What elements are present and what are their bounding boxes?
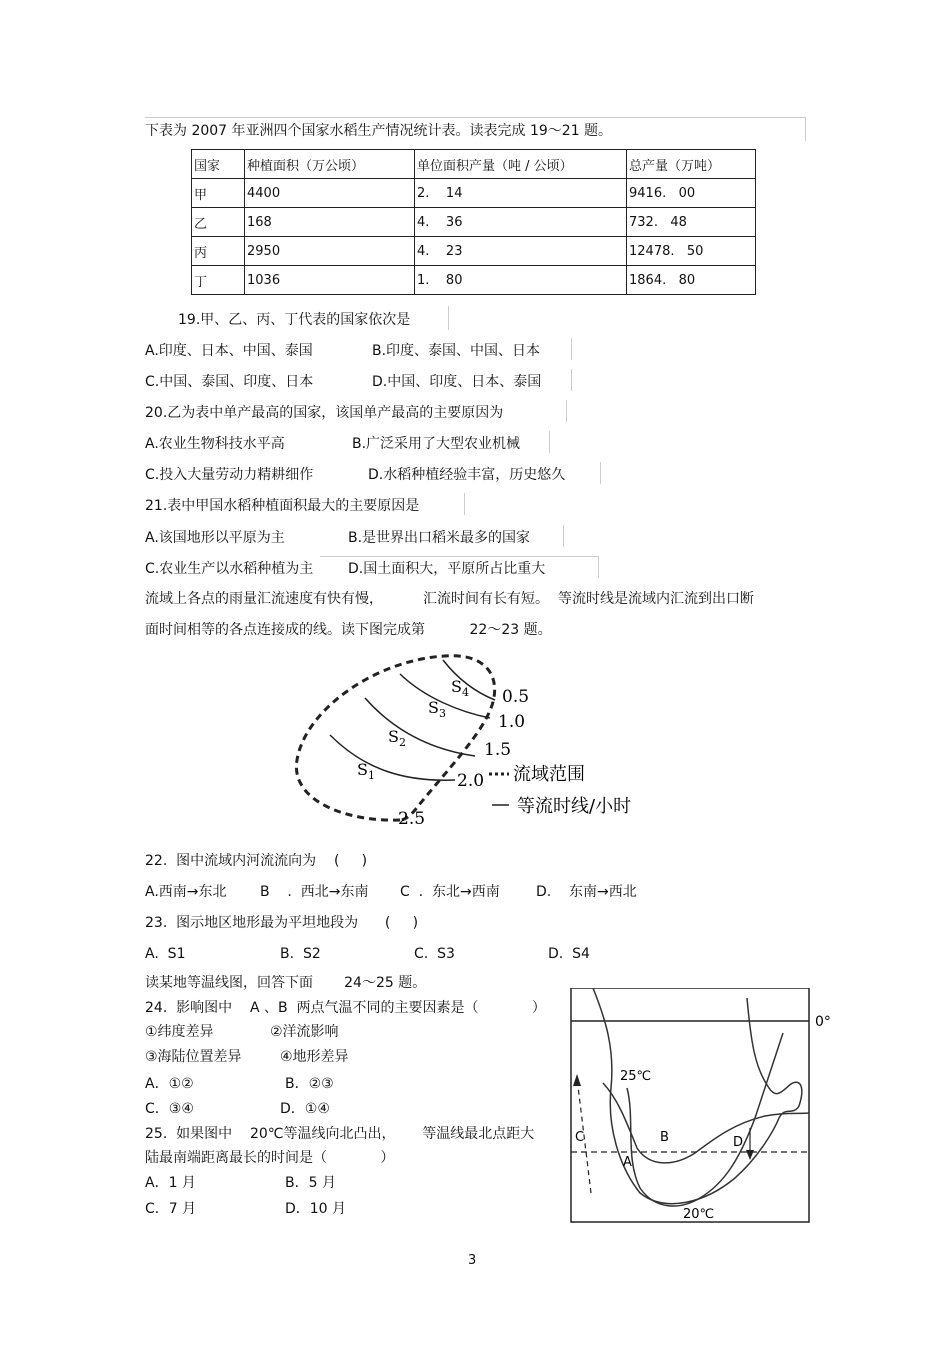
point-label-a: A bbox=[623, 1155, 632, 1170]
zone-label-s1: $S_1$ bbox=[357, 760, 375, 782]
q20-option-d: D.水稻种植经验丰富，历史悠久 bbox=[368, 467, 566, 483]
table-cell: 12478. 50 bbox=[627, 237, 756, 266]
table-cell: 4400 bbox=[245, 179, 415, 208]
table-header-cell: 种植面积（万公顷） bbox=[245, 150, 415, 179]
table-cell: 168 bbox=[245, 208, 415, 237]
divider bbox=[320, 556, 598, 557]
q24-factor-3: ③海陆位置差异 bbox=[145, 1049, 242, 1065]
q24-stem: 24. 影响图中 A 、B 两点气温不同的主要因素是（ ） bbox=[145, 1000, 546, 1016]
table-cell: 4. 23 bbox=[415, 237, 627, 266]
table-cell: 1864. 80 bbox=[627, 266, 756, 295]
q20-option-b: B.广泛采用了大型农业机械 bbox=[352, 436, 521, 452]
isochrone-line bbox=[365, 698, 475, 756]
q24-factor-1: ①纬度差异 bbox=[145, 1024, 214, 1040]
q24-option-a: A．①② bbox=[145, 1076, 194, 1092]
table-cell: 乙 bbox=[192, 208, 245, 237]
arrow-head-icon bbox=[573, 1074, 581, 1086]
divider bbox=[571, 369, 572, 391]
q22-option-b: B . 西北→东南 bbox=[260, 884, 369, 900]
q23-option-b: B. S2 bbox=[280, 946, 321, 962]
divider bbox=[566, 400, 567, 422]
latitude-label: 0° bbox=[815, 1014, 831, 1030]
q25-option-b: B．5 月 bbox=[285, 1175, 336, 1191]
q25-stem-line1: 25. 如果图中 20℃等温线向北凸出， 等温线最北点距大 bbox=[145, 1126, 535, 1142]
table-cell: 丁 bbox=[192, 266, 245, 295]
q20-option-c: C.投入大量劳动力精耕细作 bbox=[145, 467, 314, 483]
table-cell: 1. 80 bbox=[415, 266, 627, 295]
table-row bbox=[192, 237, 756, 266]
table-cell: 1036 bbox=[245, 266, 415, 295]
divider bbox=[549, 431, 550, 453]
page-number: 3 bbox=[468, 1253, 477, 1268]
q19-option-c: C.中国、泰国、印度、日本 bbox=[145, 374, 314, 390]
q21-option-a: A.该国地形以平原为主 bbox=[145, 530, 285, 546]
isochrone-value: 2.0 bbox=[457, 771, 485, 791]
q22-option-a: A.西南→东北 bbox=[145, 884, 227, 900]
q19-option-a: A.印度、日本、中国、泰国 bbox=[145, 343, 313, 359]
q24-option-c: C．③④ bbox=[145, 1101, 194, 1117]
table-cell: 2950 bbox=[245, 237, 415, 266]
rice-production-table bbox=[191, 149, 756, 295]
q25-option-a: A．1 月 bbox=[145, 1175, 196, 1191]
q22-option-c: C . 东北→西南 bbox=[400, 884, 500, 900]
intro-24-25: 读某地等温线图，回答下面 24～25 题。 bbox=[145, 975, 427, 991]
q20-stem: 20.乙为表中单产最高的国家，该国单产最高的主要原因为 bbox=[145, 405, 504, 421]
table-cell: 732. 48 bbox=[627, 208, 756, 237]
q21-option-c: C.农业生产以水稻种植为主 bbox=[145, 561, 314, 577]
q19-stem: 19.甲、乙、丙、丁代表的国家依次是 bbox=[178, 312, 411, 328]
isotherm-label-25: 25℃ bbox=[620, 1069, 652, 1084]
divider bbox=[448, 306, 449, 330]
isochrone-value: 1.0 bbox=[498, 712, 526, 732]
q25-option-d: D．10 月 bbox=[285, 1201, 347, 1217]
q24-option-d: D．①④ bbox=[280, 1101, 330, 1117]
table-header-cell: 总产量（万吨） bbox=[627, 150, 756, 179]
isochrone-value: 2.5 bbox=[398, 809, 426, 829]
q21-option-b: B.是世界出口稻米最多的国家 bbox=[348, 530, 531, 546]
table-header-cell: 国家 bbox=[192, 150, 245, 179]
table-cell: 9416. 00 bbox=[627, 179, 756, 208]
isotherm-figure bbox=[565, 988, 835, 1228]
divider bbox=[598, 556, 599, 578]
figure-frame bbox=[571, 988, 809, 1222]
table-cell: 2. 14 bbox=[415, 179, 627, 208]
table-row bbox=[192, 179, 756, 208]
q24-factor-4: ④地形差异 bbox=[280, 1049, 349, 1065]
divider bbox=[464, 493, 465, 515]
table-header-cell: 单位面积产量（吨 / 公顷） bbox=[415, 150, 627, 179]
point-label-c: C bbox=[575, 1130, 585, 1145]
q19-option-b: B.印度、泰国、中国、日本 bbox=[372, 343, 541, 359]
isotherm-25 bbox=[603, 1083, 809, 1163]
q23-option-d: D. S4 bbox=[548, 946, 590, 962]
intro-22-23-line1: 流域上各点的雨量汇流速度有快有慢， 汇流时间有长有短。 等流时线是流域内汇流到出口断 bbox=[145, 591, 754, 607]
q20-option-a: A.农业生物科技水平高 bbox=[145, 436, 285, 452]
legend-isochrone-label: 等流时线/小时 bbox=[517, 796, 632, 817]
divider bbox=[805, 117, 806, 141]
point-label-b: B bbox=[660, 1130, 669, 1145]
zone-label-s4: $S_4$ bbox=[451, 677, 469, 699]
q24-option-b: B．②③ bbox=[285, 1076, 334, 1092]
q19-option-d: D.中国、印度、日本、泰国 bbox=[372, 374, 542, 390]
table-cell: 甲 bbox=[192, 179, 245, 208]
q22-stem: 22. 图中流域内河流流向为 ( ) bbox=[145, 853, 368, 869]
q25-stem-line2: 陆最南端距离最长的时间是（ ） bbox=[145, 1150, 395, 1166]
legend-basin-label: 流域范围 bbox=[513, 764, 585, 785]
q21-option-d: D.国土面积大，平原所占比重大 bbox=[348, 561, 546, 577]
table-row bbox=[192, 208, 756, 237]
q22-option-d: D. 东南→西北 bbox=[536, 884, 637, 900]
isochrone-value: 0.5 bbox=[502, 687, 530, 707]
q25-option-c: C．7 月 bbox=[145, 1201, 197, 1217]
table-cell: 丙 bbox=[192, 237, 245, 266]
table-cell: 4. 36 bbox=[415, 208, 627, 237]
q23-stem: 23. 图示地区地形最为平坦地段为 ( ) bbox=[145, 915, 419, 931]
isochrone-value: 1.5 bbox=[484, 740, 512, 760]
intro-22-23-line2: 面时间相等的各点连接成的线。读下图完成第 22～23 题。 bbox=[145, 622, 552, 638]
zone-label-s3: $S_3$ bbox=[428, 698, 446, 720]
table-row bbox=[192, 266, 756, 295]
q24-factor-2: ②洋流影响 bbox=[270, 1024, 339, 1040]
q23-option-a: A. S1 bbox=[145, 946, 186, 962]
divider bbox=[571, 338, 572, 360]
q21-stem: 21.表中甲国水稻种植面积最大的主要原因是 bbox=[145, 498, 420, 514]
table-header-row bbox=[192, 150, 756, 179]
q23-option-c: C. S3 bbox=[414, 946, 455, 962]
zone-label-s2: $S_2$ bbox=[388, 727, 406, 749]
isotherm-label-20: 20℃ bbox=[683, 1207, 715, 1222]
isotherm-20 bbox=[627, 1033, 783, 1206]
intro-19-21: 下表为 2007 年亚洲四个国家水稻生产情况统计表。读表完成 19～21 题。 bbox=[145, 123, 613, 139]
divider bbox=[145, 117, 805, 118]
point-label-d: D bbox=[733, 1135, 744, 1150]
divider bbox=[600, 462, 601, 484]
divider bbox=[563, 525, 564, 547]
basin-isochrone-figure bbox=[285, 650, 665, 830]
